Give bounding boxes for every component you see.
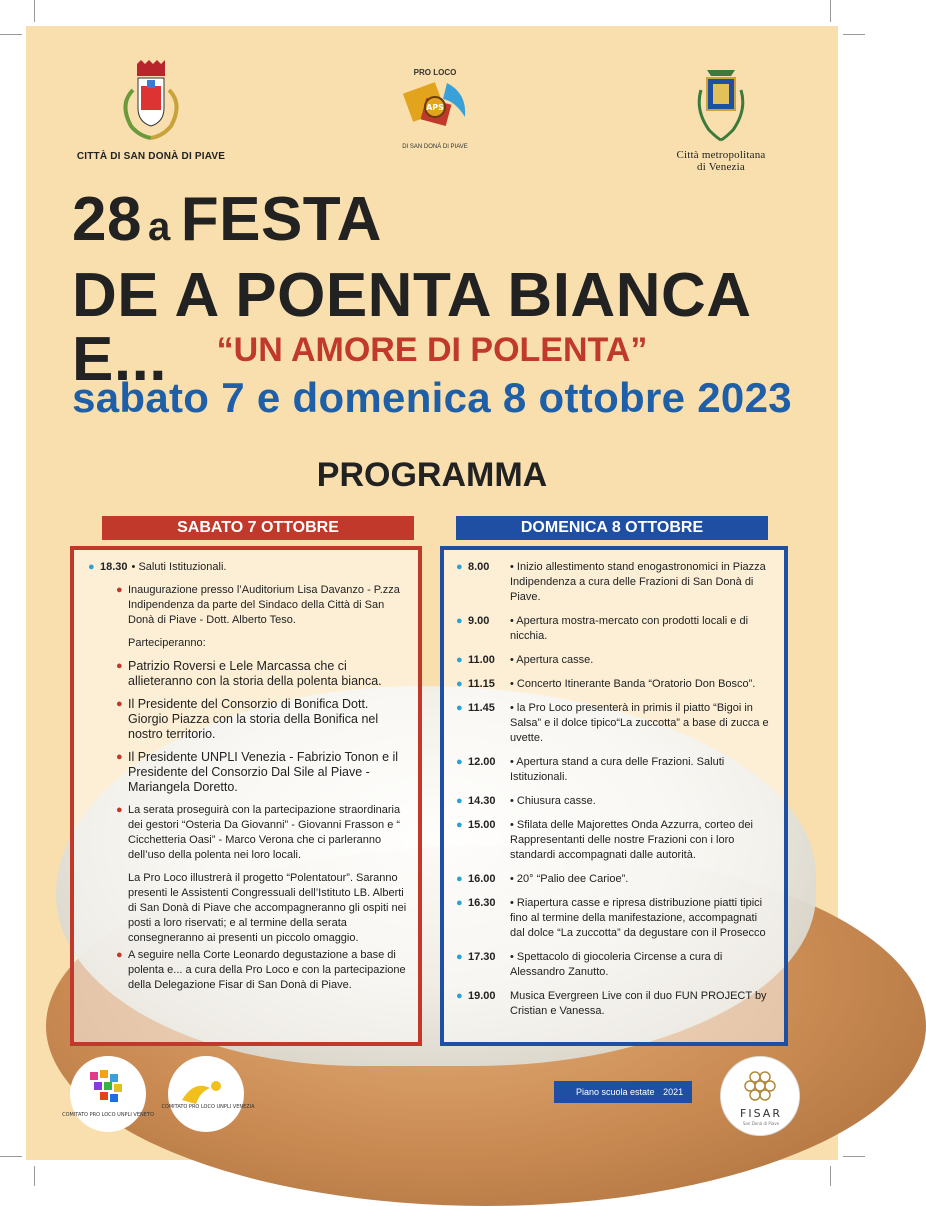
sunday-item-text: • Apertura mostra-mercato con prodotti locali e di nicchia. xyxy=(510,615,749,642)
sunday-item-text: • Apertura casse. xyxy=(510,654,594,666)
unpli-venezia-logo xyxy=(161,1056,255,1132)
saturday-item xyxy=(86,560,408,575)
bullet-icon: ● xyxy=(456,897,463,909)
sunday-item xyxy=(454,653,774,668)
participant-text: Il Presidente del Consorzio di Bonifica Dott. Giorgio Piazza con la storia della Bonifica nel nostro territorio. xyxy=(128,697,379,741)
piano-scuola-year: 2021 xyxy=(663,1087,684,1097)
event-dates: sabato 7 e domenica 8 ottobre 2023 xyxy=(72,374,792,421)
sunday-time: 16.30 xyxy=(468,897,496,909)
participant-text: La Pro Loco illustrerà il progetto “Polentatour”. Saranno presenti le Assistenti Congressuali dell’Istituto LB. Alberti di San Donà di Piave che accompagneranno gli ospiti nei posti a loro riservati; e al termine della serata consegneranno ai presenti un piccolo omaggio. xyxy=(128,872,407,944)
crop-mark xyxy=(830,1166,831,1186)
sunday-time: 19.00 xyxy=(468,990,496,1002)
sunday-time: 15.00 xyxy=(468,819,496,831)
unpli-venezia-icon xyxy=(161,1056,255,1132)
sunday-item-text: • Spettacolo di giocoleria Circense a cura di Alessandro Zanutto. xyxy=(510,951,723,978)
saturday-time: 18.30 xyxy=(100,561,128,573)
pro-loco-emblem-icon xyxy=(395,77,475,139)
sunday-header: DOMENICA 8 OTTOBRE xyxy=(456,516,768,540)
sunday-item-text: • Inizio allestimento stand enogastronomici in Piazza Indipendenza a cura delle Frazioni di San Donà di Piave. xyxy=(510,561,766,603)
sunday-item xyxy=(454,560,774,605)
bullet-icon: ● xyxy=(116,751,123,763)
saturday-item-text: Inaugurazione presso l’Auditorium Lisa Davanzo - P.zza Indipendenza da parte del Sindaco della Città di San Donà di Piave - Dott. Alberto Teso. xyxy=(128,584,400,626)
festa-title xyxy=(72,185,382,259)
sunday-item xyxy=(454,614,774,644)
participant-text: La serata proseguirà con la partecipazione straordinaria dei gestori “Osteria Da Giovanni” - Giovanni Frasson e “ Cicchetteria Oasi” - Marco Verona che ci parleranno dell’uso della polenta nei loro locali. xyxy=(128,804,401,861)
bullet-icon: ● xyxy=(456,795,463,807)
bullet-icon: ● xyxy=(456,873,463,885)
pro-loco-top-text: PRO LOCO xyxy=(413,68,457,77)
saturday-item-text: • Saluti Istituzionali. xyxy=(131,561,227,573)
participant-text: Il Presidente UNPLI Venezia - Fabrizio Tonon e il Presidente del Consorzio Dal Sile al Piave - Mariangela Doretto. xyxy=(128,750,399,794)
saturday-participant xyxy=(86,871,408,946)
saturday-panel xyxy=(70,546,422,1046)
sunday-time: 11.45 xyxy=(468,702,495,714)
piano-scuola-text: Piano scuola estate xyxy=(576,1087,655,1097)
bullet-icon: ● xyxy=(116,804,123,816)
bullet-icon: ● xyxy=(456,756,463,768)
sunday-item-text: • 20° “Palio dee Carioe”. xyxy=(510,873,629,885)
bullet-icon: ● xyxy=(456,702,463,714)
crop-mark xyxy=(830,0,831,22)
bullet-icon: ● xyxy=(456,678,463,690)
venezia-logo xyxy=(666,64,776,173)
saturday-participant xyxy=(86,948,408,993)
sunday-time: 14.30 xyxy=(468,795,496,807)
sunday-item xyxy=(454,677,774,692)
saturday-participant xyxy=(86,697,408,742)
poster xyxy=(26,26,838,1160)
sunday-time: 8.00 xyxy=(468,561,490,573)
bullet-icon: ● xyxy=(456,561,463,573)
saturday-item xyxy=(86,583,408,628)
bullet-icon: ● xyxy=(456,990,463,1002)
subtitle: “UN AMORE DI POLENTA” xyxy=(216,331,648,369)
saturday-participant xyxy=(86,750,408,795)
sunday-time: 17.30 xyxy=(468,951,496,963)
crop-mark xyxy=(34,1166,35,1186)
fisar-grape-icon xyxy=(721,1057,801,1137)
sunday-item-text: • Chiusura casse. xyxy=(510,795,596,807)
saturday-participant xyxy=(86,659,408,689)
sunday-item xyxy=(454,755,774,785)
edition-number: 28 xyxy=(72,185,142,254)
sunday-time: 12.00 xyxy=(468,756,496,768)
fisar-logo xyxy=(720,1056,800,1136)
fisar-text: FISAR xyxy=(740,1107,782,1120)
pro-loco-badge: APS xyxy=(426,103,444,112)
sunday-time: 9.00 xyxy=(468,615,490,627)
venezia-crest-icon xyxy=(693,64,749,144)
crop-mark xyxy=(0,1156,22,1157)
sunday-item xyxy=(454,794,774,809)
saturday-header: SABATO 7 OTTOBRE xyxy=(102,516,414,540)
sunday-item xyxy=(454,950,774,980)
sunday-item-text: • Sfilata delle Majorettes Onda Azzurra, corteo dei Rappresentanti delle nostre Frazioni con i loro standardi accompagnati dalle autorità. xyxy=(510,819,753,861)
edition-suffix: a xyxy=(147,205,171,249)
sunday-time: 11.00 xyxy=(468,654,495,666)
bullet-icon: ● xyxy=(456,951,463,963)
bullet-icon: ● xyxy=(456,615,463,627)
city-crest-icon xyxy=(111,60,191,146)
sunday-item xyxy=(454,701,774,746)
participant-text: Patrizio Roversi e Lele Marcassa che ci allieteranno con la storia della polenta bianca. xyxy=(128,659,382,688)
programma-heading: PROGRAMMA xyxy=(316,456,548,494)
bullet-icon: ● xyxy=(116,698,123,710)
unpli-veneto-logo xyxy=(62,1056,154,1132)
venezia-caption-2: di Venezia xyxy=(697,161,745,173)
unpli-veneto-icon xyxy=(62,1056,154,1132)
san-dona-logo xyxy=(66,60,236,162)
bullet-icon: ● xyxy=(456,819,463,831)
sunday-item xyxy=(454,989,774,1019)
bullet-icon: ● xyxy=(88,561,95,573)
pro-loco-logo xyxy=(390,68,480,150)
crop-mark xyxy=(0,34,22,35)
sunday-item-text: • Riapertura casse e ripresa distribuzione piatti tipici fino al termine della manifestazione, accompagnati dal dolce “La zuccotta” da degustare con il Prosecco xyxy=(510,897,766,939)
bullet-icon: ● xyxy=(116,949,123,961)
san-dona-caption: CITTÀ DI SAN DONÀ DI PIAVE xyxy=(76,151,226,162)
festa-word: FESTA xyxy=(180,185,382,254)
unpli-veneto-text: COMITATO PRO LOCO UNPLI VENETO xyxy=(62,1112,154,1118)
sunday-item-text: • Concerto Itinerante Banda “Oratorio Don Bosco”. xyxy=(510,678,756,690)
participant-text: A seguire nella Corte Leonardo degustazione a base di polenta e... a cura della Pro Loco e con la partecipazione della Delegazione Fisar di San Donà di Piave. xyxy=(128,949,406,991)
crop-mark xyxy=(843,34,865,35)
festa-title-line2: DE A POENTA BIANCA E... xyxy=(72,261,750,394)
bullet-icon: ● xyxy=(456,654,463,666)
sunday-panel xyxy=(440,546,788,1046)
bullet-icon: ● xyxy=(116,660,123,672)
saturday-participant xyxy=(86,803,408,863)
sunday-item xyxy=(454,818,774,863)
sunday-time: 11.15 xyxy=(468,678,495,690)
sunday-item-text: • Apertura stand a cura delle Frazioni. Saluti Istituzionali. xyxy=(510,756,725,783)
unpli-venezia-text: COMITATO PRO LOCO UNPLI VENEZIA xyxy=(161,1104,255,1110)
sunday-item xyxy=(454,872,774,887)
sunday-item-text: • la Pro Loco presenterà in primis il piatto “Bigoi in Salsa” e il dolce tipico“La zuccotta” a base di zucca e uvette. xyxy=(510,702,769,744)
crop-mark xyxy=(34,0,35,22)
sunday-time: 16.00 xyxy=(468,873,496,885)
participants-label: Parteciperanno: xyxy=(128,637,206,649)
crop-mark xyxy=(843,1156,865,1157)
piano-scuola-badge xyxy=(554,1081,692,1103)
sunday-item-text: Musica Evergreen Live con il duo FUN PROJECT by Cristian e Vanessa. xyxy=(510,990,767,1017)
venezia-caption-1: Città metropolitana xyxy=(676,149,766,161)
bullet-icon: ● xyxy=(116,584,123,596)
sunday-item xyxy=(454,896,774,941)
pro-loco-bottom-text: DI SAN DONÀ DI PIAVE xyxy=(402,144,468,150)
fisar-subtext: San Donà di Piave xyxy=(742,1121,780,1126)
